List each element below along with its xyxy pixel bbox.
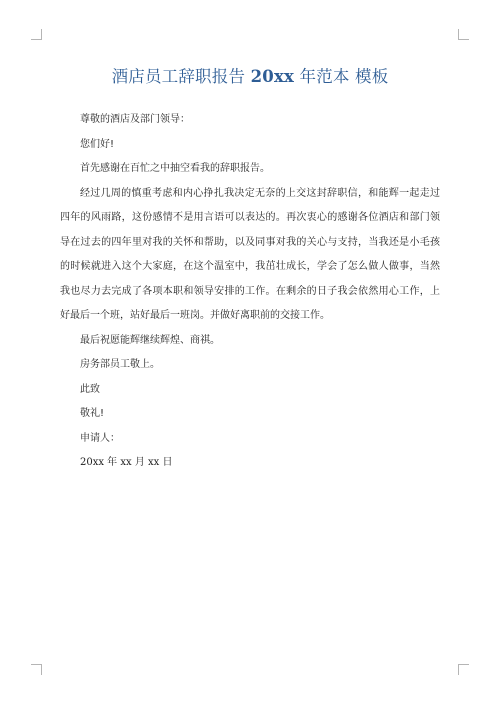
document-title: [0, 63, 500, 87]
paragraph-main-line-6: 好最后一个班，站好最后一班岗。并做好离职前的交接工作。: [60, 310, 330, 321]
crop-mark-bottom-left: [31, 664, 42, 675]
greeting-line: 尊敬的酒店及部门领导：: [80, 114, 190, 125]
hello-line: 您们好!: [80, 138, 115, 150]
crop-mark-bottom-right: [458, 664, 469, 675]
crop-mark-top-left: [31, 29, 42, 40]
paragraph-main-line-1: 经过几周的慎重考虑和内心挣扎我决定无奈的上交这封辞职信，和能辉一起走过: [80, 187, 440, 199]
document-body: [60, 108, 440, 476]
closing-cizhi: 此致: [80, 383, 100, 395]
applicant-label: 申请人：: [80, 432, 120, 444]
title-prefix: 酒店员工辞职报告: [111, 67, 251, 86]
signoff-department: 房务部员工敬上。: [80, 359, 160, 370]
paragraph-main-line-2: 四年的风雨路，这份感情不是用言语可以表达的。再次衷心的感谢各位酒店和部门领: [60, 212, 440, 223]
date-line: 20xx 年 xx 月 xx 日: [80, 457, 173, 468]
title-year: 20xx: [250, 67, 295, 86]
closing-jingli: 敬礼!: [80, 408, 105, 419]
paragraph-wishes: 最后祝愿能辉继续辉煌、商祺。: [80, 334, 220, 346]
paragraph-thanks: 首先感谢在百忙之中抽空看我的辞职报告。: [80, 163, 270, 174]
crop-mark-top-right: [458, 29, 469, 40]
paragraph-main-line-3: 导在过去的四年里对我的关怀和帮助，以及同事对我的关心与支持，当我还是小毛孩: [60, 236, 440, 248]
paragraph-main-line-4: 的时候就进入这个大家庭，在这个温室中，我茁壮成长，学会了怎么做人做事，当然: [60, 261, 440, 272]
paragraph-main-line-5: 我也尽力去完成了各项本职和领导安排的工作。在剩余的日子我会依然用心工作，上: [60, 285, 440, 297]
title-suffix: 年范本 模板: [294, 67, 389, 86]
